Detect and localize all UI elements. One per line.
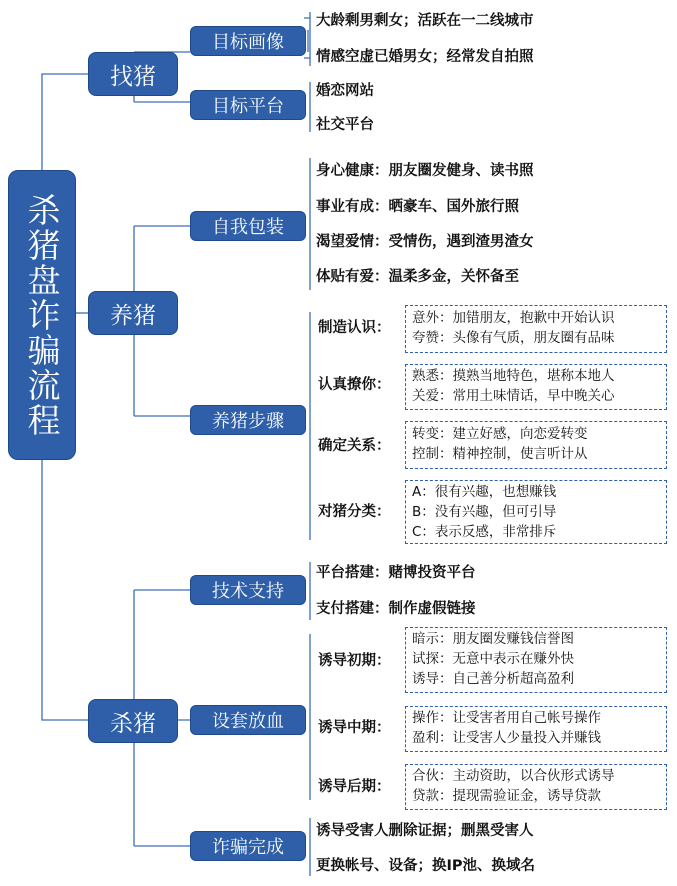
detail-line: B：没有兴趣，但可引导 bbox=[412, 504, 557, 520]
detail-line: 暗示：朋友圈发赚钱信誉图 bbox=[412, 631, 574, 647]
node-label: 目标平台 bbox=[212, 96, 284, 117]
leaf-item: 大龄剩男剩女；活跃在一二线城市 bbox=[316, 13, 534, 29]
node-label: 诈骗完成 bbox=[212, 837, 284, 858]
detail-line: 关爱：常用土味情话，早中晚关心 bbox=[412, 388, 615, 404]
node-label: 技术支持 bbox=[212, 581, 284, 602]
section-kill-pig bbox=[88, 699, 178, 743]
node-tech-support bbox=[190, 575, 306, 605]
detail-line: 熟悉：摸熟当地特色，堪称本地人 bbox=[412, 368, 615, 384]
leaf-item: 渴望爱情：受情伤，遇到渣男渣女 bbox=[316, 234, 534, 250]
detail-line: 贷款：提现需验证金，诱导贷款 bbox=[412, 788, 601, 804]
node-raising-steps bbox=[190, 405, 306, 435]
leaf-item: 身心健康：朋友圈发健身、读书照 bbox=[316, 163, 534, 179]
node-target-profile bbox=[190, 26, 306, 56]
detail-line: 转变：建立好感，向恋爱转变 bbox=[412, 426, 588, 442]
section-raise-pig bbox=[88, 291, 178, 335]
node-label: 设套放血 bbox=[212, 711, 284, 732]
leaf-item: 支付搭建：制作虚假链接 bbox=[316, 601, 476, 617]
node-set-trap bbox=[190, 705, 306, 735]
leaf-item: 诱导受害人删除证据；删黑受害人 bbox=[316, 823, 534, 839]
section-label: 找猪 bbox=[110, 63, 156, 90]
step-label: 对猪分类： bbox=[318, 504, 391, 520]
detail-line: 盈利：让受害人少量投入并赚钱 bbox=[412, 730, 601, 746]
detail-line: 控制：精神控制，使言听计从 bbox=[412, 446, 588, 462]
leaf-item: 更换帐号、设备；换IP池、换域名 bbox=[316, 858, 536, 874]
root-node bbox=[8, 170, 76, 460]
leaf-item: 情感空虚已婚男女；经常发自拍照 bbox=[316, 49, 534, 65]
node-fraud-complete bbox=[190, 831, 306, 861]
step-label: 认真撩你： bbox=[318, 377, 391, 393]
leaf-item: 婚恋网站 bbox=[316, 83, 374, 99]
detail-line: 合伙：主动资助，以合伙形式诱导 bbox=[412, 768, 615, 784]
node-label: 目标画像 bbox=[212, 32, 284, 53]
leaf-item: 体贴有爱：温柔多金，关怀备至 bbox=[316, 269, 519, 285]
detail-line: 夸赞：头像有气质，朋友圈有品味 bbox=[412, 330, 615, 346]
section-label: 养猪 bbox=[110, 302, 156, 329]
leaf-item: 事业有成：晒豪车、国外旅行照 bbox=[316, 199, 519, 215]
leaf-item: 社交平台 bbox=[316, 117, 374, 133]
detail-line: A：很有兴趣，也想赚钱 bbox=[412, 484, 557, 500]
step-label: 确定关系： bbox=[318, 438, 391, 454]
detail-line: 诱导：自己善分析超高盈利 bbox=[412, 671, 574, 687]
node-label: 自我包装 bbox=[212, 217, 284, 238]
step-label: 诱导中期： bbox=[318, 720, 391, 736]
node-target-platform bbox=[190, 90, 306, 120]
node-label: 养猪步骤 bbox=[212, 411, 284, 432]
section-find-pig bbox=[88, 52, 178, 96]
detail-line: 操作：让受害者用自己帐号操作 bbox=[412, 710, 601, 726]
leaf-item: 平台搭建：赌博投资平台 bbox=[316, 565, 476, 581]
section-label: 杀猪 bbox=[110, 710, 156, 737]
detail-line: 意外：加错朋友，抱歉中开始认识 bbox=[412, 310, 615, 326]
detail-line: C：表示反感，非常排斥 bbox=[412, 524, 557, 540]
detail-line: 试探：无意中表示在赚外快 bbox=[412, 651, 574, 667]
step-label: 诱导后期： bbox=[318, 779, 391, 795]
step-label: 制造认识： bbox=[318, 320, 391, 336]
node-self-packaging bbox=[190, 211, 306, 241]
root-label: 杀猪盘诈骗流程 bbox=[22, 192, 62, 438]
step-label: 诱导初期： bbox=[318, 653, 391, 669]
